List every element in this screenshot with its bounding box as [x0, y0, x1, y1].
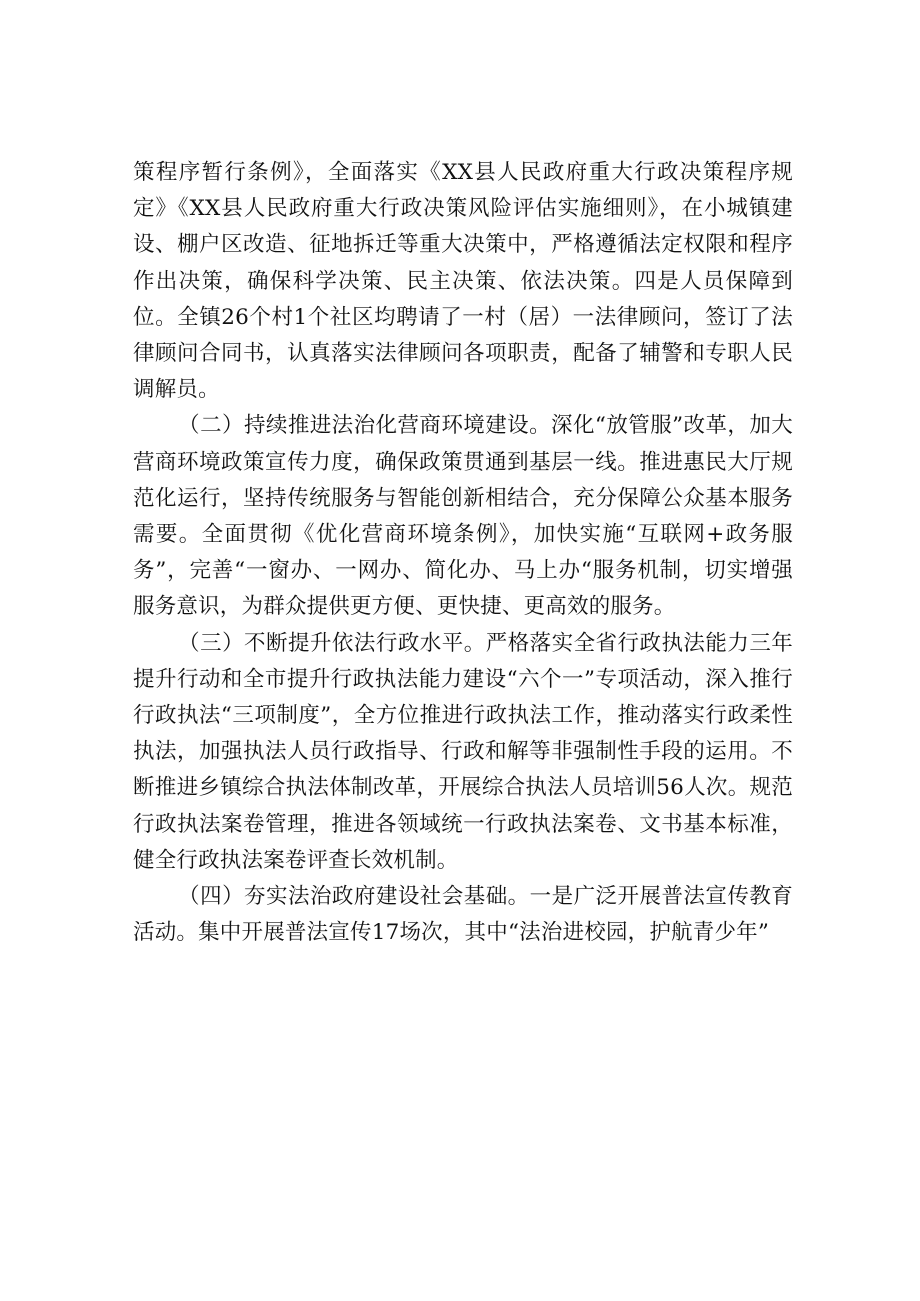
paragraph-section-4: （四）夯实法治政府建设社会基础。一是广泛开展普法宣传教育活动。集中开展普法宣传17场次，其中“法治进校园，护航青少年” — [133, 884, 793, 946]
paragraph-continuation: 策程序暂行条例》，全面落实《XX县人民政府重大行政决策程序规定》《XX县人民政府重大行政决策风险评估实施细则》，在小城镇建设、棚户区改造、征地拆迁等重大决策中，严格遵循法定权限和程序作出决策，确保科学决策、民主决策、依法决策。四是人员保障到位。全镇26个村1个社区均聘请了一村（居）一法律顾问，签订了法律顾问合同书，认真落实法律顾问各项职责，配备了辅警和专职人民调解员。 — [133, 160, 793, 403]
document-body — [133, 155, 793, 951]
paragraph-section-3: （三）不断提升依法行政水平。严格落实全省行政执法能力三年提升行动和全市提升行政执法能力建设“六个一”专项活动，深入推行行政执法“三项制度”，全方位推进行政执法工作，推动落实行政柔性执法，加强执法人员行政指导、行政和解等非强制性手段的运用。不断推进乡镇综合执法体制改革，开展综合执法人员培训56人次。规范行政执法案卷管理，推进各领域统一行政执法案卷、文书基本标准，健全行政执法案卷评查长效机制。 — [133, 630, 793, 873]
paragraph-section-2: （二）持续推进法治化营商环境建设。深化“放管服”改革，加大营商环境政策宣传力度，确保政策贯通到基层一线。推进惠民大厅规范化运行，坚持传统服务与智能创新相结合，充分保障公众基本服务需要。全面贯彻《优化营商环境条例》，加快实施“互联网+政务服务”，完善“一窗办、一网办、简化办、马上办“服务机制，切实增强服务意识，为群众提供更方便、更快捷、更高效的服务。 — [133, 413, 793, 620]
